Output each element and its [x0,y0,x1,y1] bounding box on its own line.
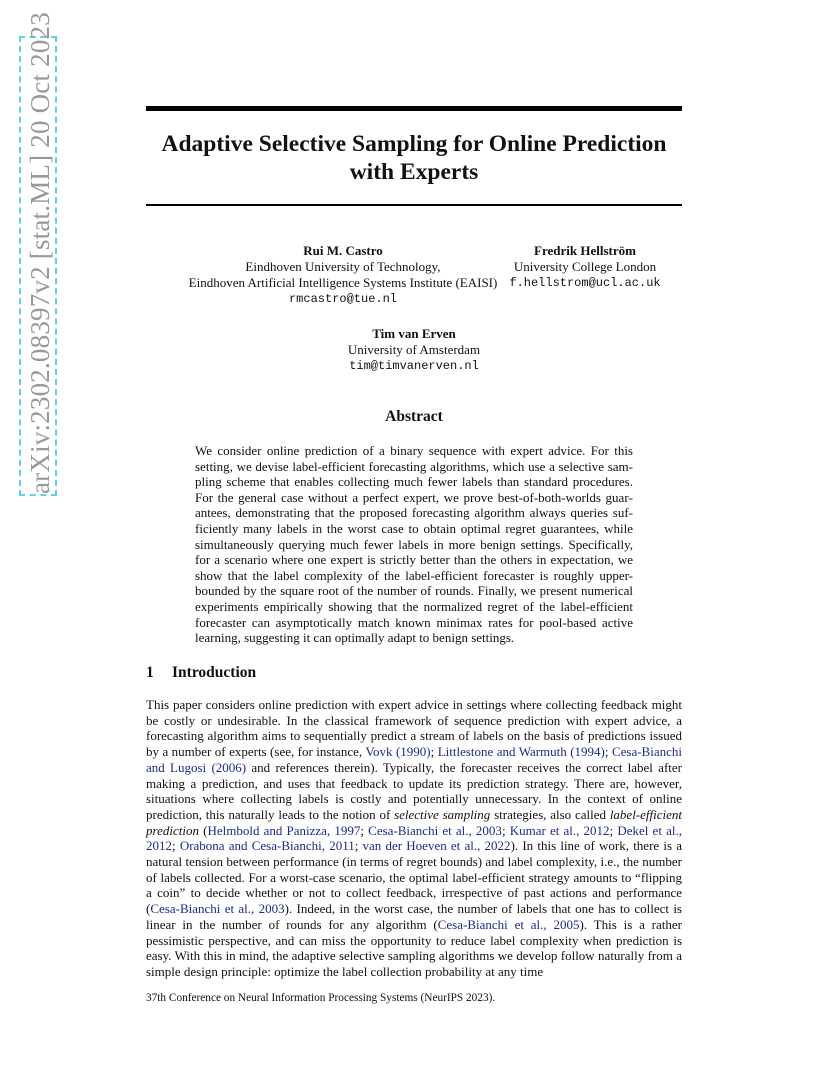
author-affiliation: University of Amsterdam [347,342,481,357]
title-line: Adaptive Selective Sampling for Online Prediction [161,131,667,157]
intro-text: and references therein). Typically, the forecaster receives the correct label after making a prediction, and uses that feedback to update its prediction strategy. There are, however, situations where collecting labels is costly and potentially unnecessary. In the context of online prediction, this naturally leads to the notion of [146,759,682,822]
intro-text: ; [609,822,618,838]
citation-link[interactable]: Helmbold and Panizza, 1997 [207,822,361,838]
abstract-text: We consider online prediction of a binary sequence with expert advice. For this setting, we devise label-efficient forecasting algorithms, which use a selective sampling scheme that enables collecting much fewer labels than standard procedures. For the general case without a perfect expert, we prove best-of-both-worlds guarantees, demonstrating that the proposed forecasting algorithm always queries sufficiently many labels in the worst case to obtain optimal regret guarantees, while simultaneously querying much fewer labels in more benign settings. Specifically, for a scenario where one expert is strictly better than the others in expectation, we show that the label complexity of the label-efficient forecaster is roughly upper-bounded by the square root of the number of rounds. Finally, we present numerical experiments empirically showing that the normalized regret of the label-efficient forecaster can asymptotically match known minimax rates for pool-based active learning, suggesting it can optimally adapt to benign settings. [195,443,633,646]
intro-text: ( [198,822,208,838]
author-email[interactable]: f.hellstrom@ucl.ac.uk [509,276,661,290]
intro-text: ). This is a rather pessimistic perspective, and can miss the opportunity to reduce label complexity when prediction is easy. With this in mind, the adaptive selective sampling algorithms we develop follow naturally from a simple design principle: optimize the label collection probability at any time [146,916,682,979]
conference-footnote: 37th Conference on Neural Information Processing Systems (NeurIPS 2023). [146,992,496,1004]
author-affiliation: Eindhoven Artificial Intelligence Systems Institute (EAISI) [188,275,498,290]
citation-link[interactable]: Littlestone and Warmuth (1994) [437,744,605,760]
author-email[interactable]: rmcastro@tue.nl [288,292,398,306]
citation-link[interactable]: Cesa-Bianchi et al., 2003 [150,901,285,917]
paper-title [146,130,682,186]
intro-text: ; [501,822,510,838]
author-name: Tim van Erven [372,326,456,341]
citation-link[interactable]: Vovk (1990) [365,744,431,760]
citation-link[interactable]: Dekel et al., 2012 [146,822,682,854]
author-affiliation: University College London [513,259,657,274]
title-line: with Experts [349,159,479,185]
intro-text: This paper considers online prediction with expert advice in settings where collecting feedback might be costly or undesirable. In the classical framework of sequence prediction with expert advice, a forecasting algorithm aims to sequentially predict a stream of labels on the basis of predictions issued by a number of experts (see, for instance, [146,697,682,760]
author-block [314,326,514,374]
abstract-heading: Abstract [385,408,443,425]
citation-link[interactable]: Cesa-Bianchi et al., 2005 [437,916,580,932]
arxiv-identifier-stamp: arXiv:2302.08397v2 [stat.ML] 20 Oct 2023 [19,36,57,496]
section-heading [146,664,256,682]
citation-link[interactable]: Kumar et al., 2012 [509,822,610,838]
intro-text: ; [430,744,438,760]
author-block [500,243,670,291]
citation-link[interactable]: Cesa-Bianchi et al., 2003 [368,822,502,838]
citation-link[interactable]: van der Hoeven et al., 2022 [362,838,511,854]
emphasized-term: selective sampling [394,806,491,822]
citation-link[interactable]: Orabona and Cesa-Bianchi, 2011 [179,838,355,854]
introduction-paragraph [146,697,682,980]
intro-text: ; [360,822,369,838]
intro-text: ; [604,744,612,760]
title-bottom-rule [146,204,682,206]
intro-text: ; [172,838,180,854]
section-title: Introduction [172,664,257,681]
author-block [146,243,540,307]
section-number: 1 [146,664,154,681]
title-top-rule [146,106,682,111]
emphasized-term: label-efficient prediction [146,806,683,838]
intro-text: ). Indeed, in the worst case, the number of labels that one has to collect is linear in the number of rounds for any algorithm ( [146,901,682,932]
author-name: Rui M. Castro [303,243,383,258]
citation-link[interactable]: Cesa-Bianchi and Lugosi (2006) [146,744,682,775]
author-name: Fredrik Hellström [534,243,636,258]
intro-text: ). In this line of work, there is a natural tension between performance (in terms of regret bounds) and label complexity, i.e., the number of labels collected. For a worst-case scenario, the optimal label-efficient strategy amounts to “flipping a coin” to decide whether or not to collect feedback, irrespective of past actions and performance ( [146,838,682,917]
author-affiliation: Eindhoven University of Technology, [245,259,441,274]
intro-text: strategies, also called [490,806,610,822]
author-email[interactable]: tim@timvanerven.nl [349,359,479,373]
intro-text: ; [354,838,363,854]
